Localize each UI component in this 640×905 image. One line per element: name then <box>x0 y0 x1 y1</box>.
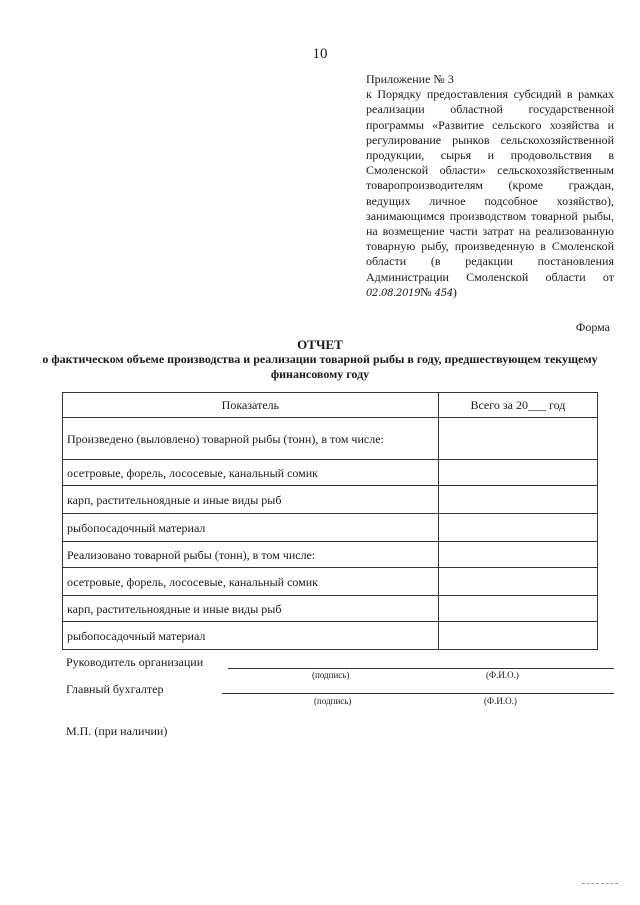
table-row <box>63 622 598 650</box>
report-table <box>62 392 598 650</box>
row-label: осетровые, форель, лососевые, канальный сомик <box>63 460 439 486</box>
row-label: карп, растительноядные и иные виды рыб <box>63 486 439 514</box>
scan-mark <box>582 883 618 884</box>
row-value <box>438 460 597 486</box>
header-total: Всего за 20___ год <box>438 393 597 418</box>
row-label: рыбопосадочный материал <box>63 514 439 542</box>
accountant-signature-caption: (подпись) <box>314 696 352 706</box>
appendix-body: к Порядку предоставления субсидий в рамках реализации областной государственной программы «Развитие сельского хозяйства и регулирование рынков сельскохозяйственной продукции, сырья и продовольствия в Смоленской области» сельскохозяйственным товаропроизводителям (кроме граждан, ведущих личное подсобное хозяйство), занимающимся производством товарной рыбы, на возмещение части затрат на реализованную товарную рыбу, произведенную в Смоленской области (в редакции постановления Администрации Смоленской области от <box>366 87 614 284</box>
table-row <box>63 568 598 596</box>
header-indicator: Показатель <box>63 393 439 418</box>
director-signature-line <box>228 668 614 669</box>
table-header-row <box>63 393 598 418</box>
table-row <box>63 460 598 486</box>
table-row <box>63 596 598 622</box>
accountant-label: Главный бухгалтер <box>66 682 164 696</box>
table-row <box>63 486 598 514</box>
form-label: Форма <box>575 320 610 334</box>
table-row <box>63 418 598 460</box>
row-value <box>438 542 597 568</box>
appendix-number-prefix: № <box>420 284 432 299</box>
appendix-closing: ) <box>452 284 457 299</box>
row-label: Произведено (выловлено) товарной рыбы (тонн), в том числе: <box>63 418 439 460</box>
row-value <box>438 622 597 650</box>
row-value <box>438 486 597 514</box>
report-subtitle: о фактическом объеме производства и реализации товарной рыбы в году, предшествующем текущему финансовому году <box>42 352 598 381</box>
row-label: осетровые, форель, лососевые, канальный сомик <box>63 568 439 596</box>
director-name-caption: (Ф.И.О.) <box>486 670 519 680</box>
row-value <box>438 596 597 622</box>
director-signature-caption: (подпись) <box>312 670 350 680</box>
accountant-signature-line <box>222 693 614 694</box>
table-row <box>63 514 598 542</box>
appendix-date: 02.08.2019 <box>366 287 421 299</box>
row-label: карп, растительноядные и иные виды рыб <box>63 596 439 622</box>
stamp-label: М.П. (при наличии) <box>66 724 168 738</box>
table-row <box>63 542 598 568</box>
appendix-number: 454 <box>434 287 453 299</box>
row-value <box>438 514 597 542</box>
report-title: ОТЧЕТ <box>297 337 343 352</box>
appendix-title: Приложение № 3 <box>366 72 454 86</box>
row-label: рыбопосадочный материал <box>63 622 439 650</box>
row-value <box>438 568 597 596</box>
appendix-block <box>366 72 614 301</box>
page-number: 10 <box>312 46 328 62</box>
row-label: Реализовано товарной рыбы (тонн), в том числе: <box>63 542 439 568</box>
row-value <box>438 418 597 460</box>
accountant-name-caption: (Ф.И.О.) <box>484 696 517 706</box>
director-label: Руководитель организации <box>66 655 204 669</box>
